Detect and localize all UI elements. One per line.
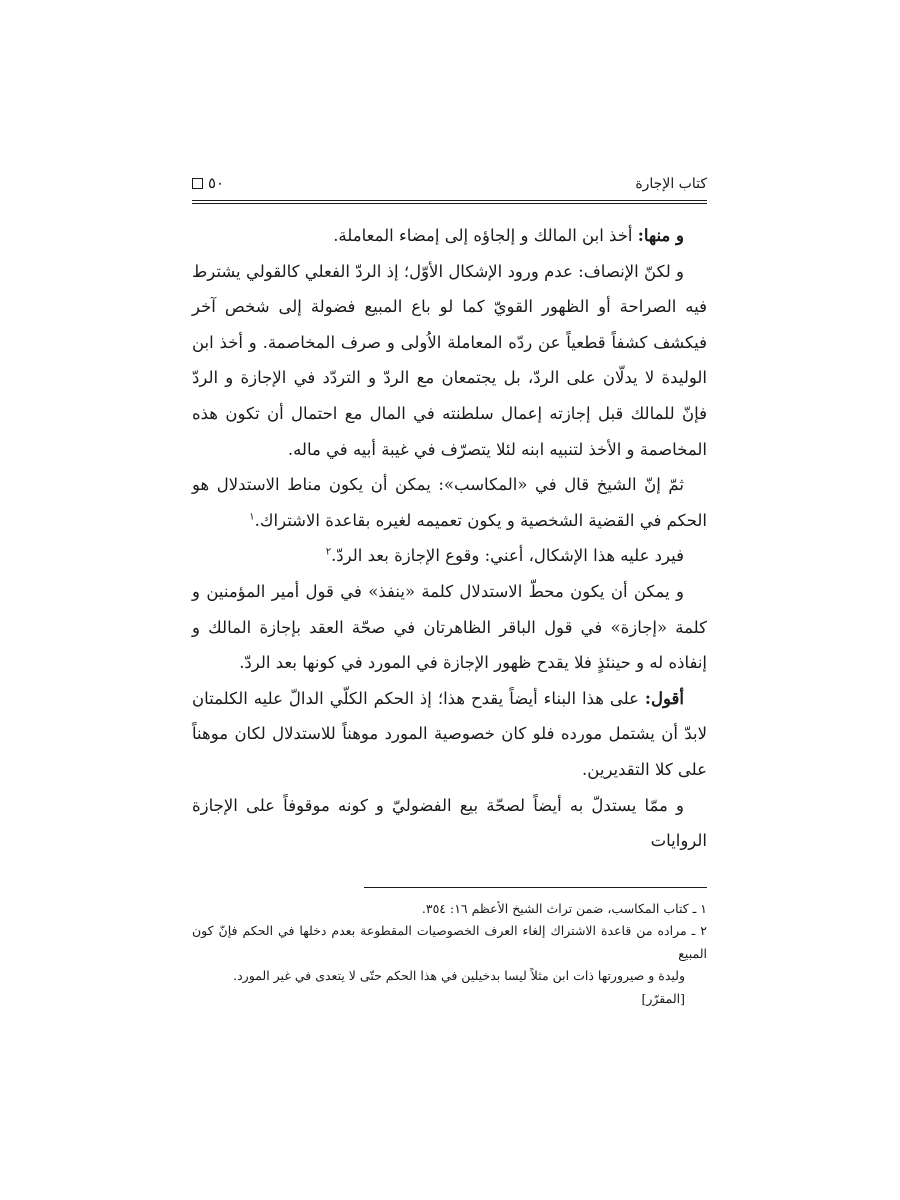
paragraph-1-text: أخذ ابن المالك و إلجاؤه إلى إمضاء المعاملة.: [333, 226, 638, 245]
header-book-title: كتاب الإجارة: [635, 176, 707, 192]
page-number: ٥٠: [208, 174, 225, 192]
paragraph-6-text: على هذا البناء أيضاً يقدح هذا؛ إذ الحكم الكلّي الدالّ عليه الكلمتان لابدّ أن يشتمل مورده فلو كان خصوصية المورد موهناً للاستدلال لكان موهناً على كلا التقديرين.: [192, 688, 707, 779]
paragraph-3: [192, 467, 707, 538]
footnote-2-line-2: وليدة و صيرورتها ذات ابن مثلاً ليسا بدخيلين في هذا الحكم حتّى لا يتعدى في غير المورد.: [233, 968, 685, 984]
paragraph-1-lead: و منها:: [637, 226, 684, 245]
main-text: [192, 218, 707, 859]
footnote-1: ١ ـ كتاب المكاسب، ضمن تراث الشيخ الأعظم ١٦: ٣٥٤.: [421, 900, 707, 916]
paragraph-6-lead: أقول:: [644, 688, 684, 708]
footnote-separator: [364, 887, 707, 888]
paragraph-6: [192, 681, 707, 788]
footnote-ref-2[interactable]: ٢: [325, 546, 332, 558]
running-header: [192, 170, 707, 200]
paragraph-2: و لكنّ الإنصاف: عدم ورود الإشكال الأوّل؛ إذ الردّ الفعلي كالقولي يشترط فيه الصراحة أو الظهور القويّ كما لو باع المبيع فضولة إلى شخص آخر فيكشف كشفاً قطعياً عن ردّه المعاملة الاُولى و صرف المخاصمة. و أخذ ابن الوليدة لا يدلّان على الردّ، بل يجتمعان مع الردّ و التردّد في الإجازة و الردّ فإنّ للمالك قبل إجازته إعمال سلطنته في المال مع احتمال أن تكون هذه المخاصمة و الأخذ لتنبيه ابنه لئلا يتصرّف في غيبة أبيه في ماله.: [192, 261, 707, 459]
square-icon: [192, 178, 203, 189]
paragraph-3-text: ثمّ إنّ الشيخ‏ قال في «المكاسب»: يمكن أن يكون مناط الاستدلال هو الحكم في القضية الشخصية و يكون تعميمه لغيره بقاعدة الاشتراك.: [192, 475, 707, 530]
paragraph-4-text: فيرد عليه هذا الإشكال، أعني: وقوع الإجازة بعد الردّ.: [331, 546, 684, 566]
paragraph-4: [192, 538, 707, 574]
header-page-number-group: [192, 174, 224, 192]
paragraph-7: و ممّا يستدلّ به أيضاً لصحّة بيع الفضوليّ و كونه موقوفاً على الإجازة الروايات: [192, 795, 707, 851]
book-page: [192, 170, 707, 1010]
header-double-rule: [192, 200, 707, 204]
footnote-2-line-3: [المقرّر]: [641, 990, 685, 1006]
paragraph-1: [192, 218, 707, 254]
footnotes: [192, 898, 707, 1011]
footnote-ref-1[interactable]: ١: [249, 511, 255, 523]
footnote-2-line-1: ٢ ـ مراده من قاعدة الاشتراك إلغاء العرف الخصوصيات المقطوعة بعدم دخلها في الحكم فإنّ كون المبيع: [192, 923, 707, 961]
paragraph-5: و يمكن أن يكون محطّ الاستدلال كلمة «ينفذ» في قول أمير المؤمنين‏ و كلمة «إجازة» في قول الباقر الظاهرتان في صحّة العقد بإجازة المالك و إنفاذه له و حينئذٍ فلا يقدح ظهور الإجازة في المورد في كونها بعد الردّ.: [192, 581, 707, 673]
